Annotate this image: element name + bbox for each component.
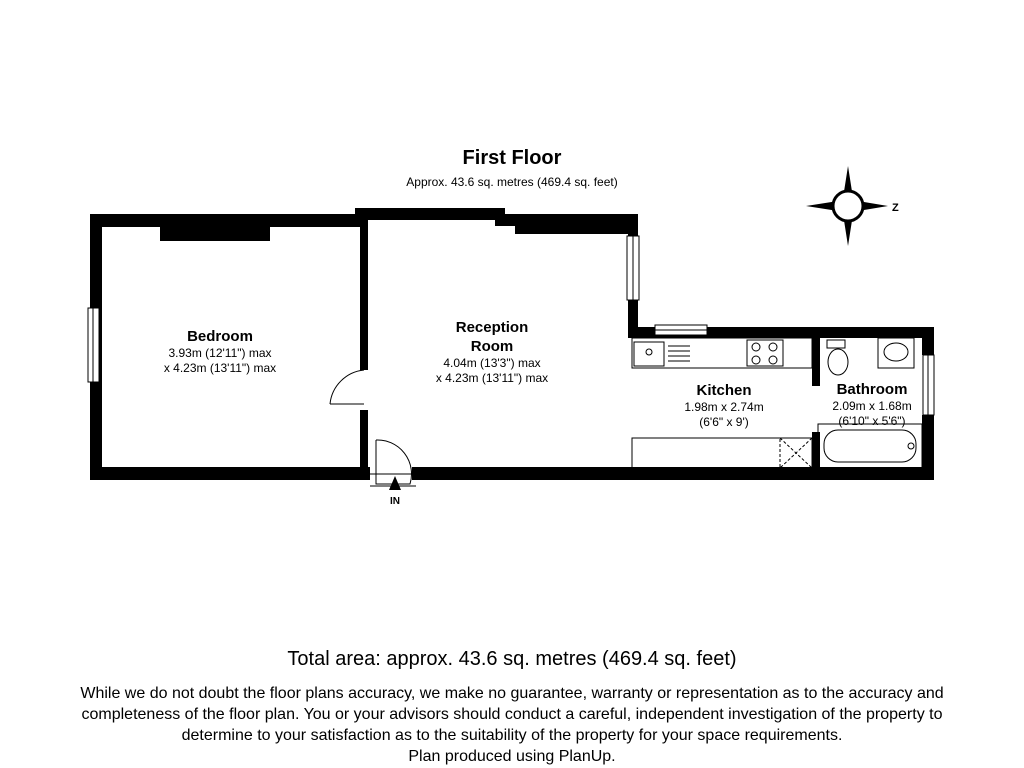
- room-bedroom: [140, 327, 300, 376]
- room-dimension: (6'6" x 9'): [699, 415, 749, 429]
- room-name: Bedroom: [187, 328, 253, 345]
- room-dimension: 1.98m x 2.74m: [684, 400, 764, 414]
- total-area: Total area: approx. 43.6 sq. metres (469.4 sq. feet): [287, 648, 737, 670]
- disclaimer-line: While we do not doubt the floor plans accuracy, we make no guarantee, warranty or representation as to the accuracy and: [80, 685, 944, 702]
- floor-area-subtitle: Approx. 43.6 sq. metres (469.4 sq. feet): [406, 175, 618, 189]
- room-kitchen: [664, 381, 784, 430]
- disclaimer-line: determine to your satisfaction as to the suitability of the property for your space requirements.: [181, 727, 843, 744]
- room-name: Bathroom: [836, 381, 908, 398]
- floor-title: First Floor: [462, 147, 562, 169]
- room-reception: [412, 318, 572, 386]
- room-dimension: x 4.23m (13'11") max: [435, 371, 549, 385]
- room-dimension: 2.09m x 1.68m: [832, 399, 912, 413]
- room-dimension: (6'10" x 5'6"): [838, 414, 906, 428]
- room-bathroom: [818, 380, 926, 429]
- disclaimer-line: completeness of the floor plan. You or your advisors should conduct a careful, independent investigation of the property to: [81, 706, 943, 723]
- room-name: Reception: [455, 319, 529, 336]
- disclaimer: [10, 683, 1014, 767]
- room-dimension: x 4.23m (13'11") max: [163, 361, 277, 375]
- room-dimension: 3.93m (12'11") max: [168, 346, 272, 360]
- compass-label: Z: [892, 202, 899, 214]
- entrance-arrow-icon: [389, 476, 401, 490]
- room-name: Kitchen: [696, 382, 752, 399]
- room-dimension: 4.04m (13'3") max: [443, 356, 541, 370]
- disclaimer-line: Plan produced using PlanUp.: [408, 748, 616, 765]
- entrance-label: IN: [390, 496, 400, 507]
- room-name: Room: [470, 338, 514, 355]
